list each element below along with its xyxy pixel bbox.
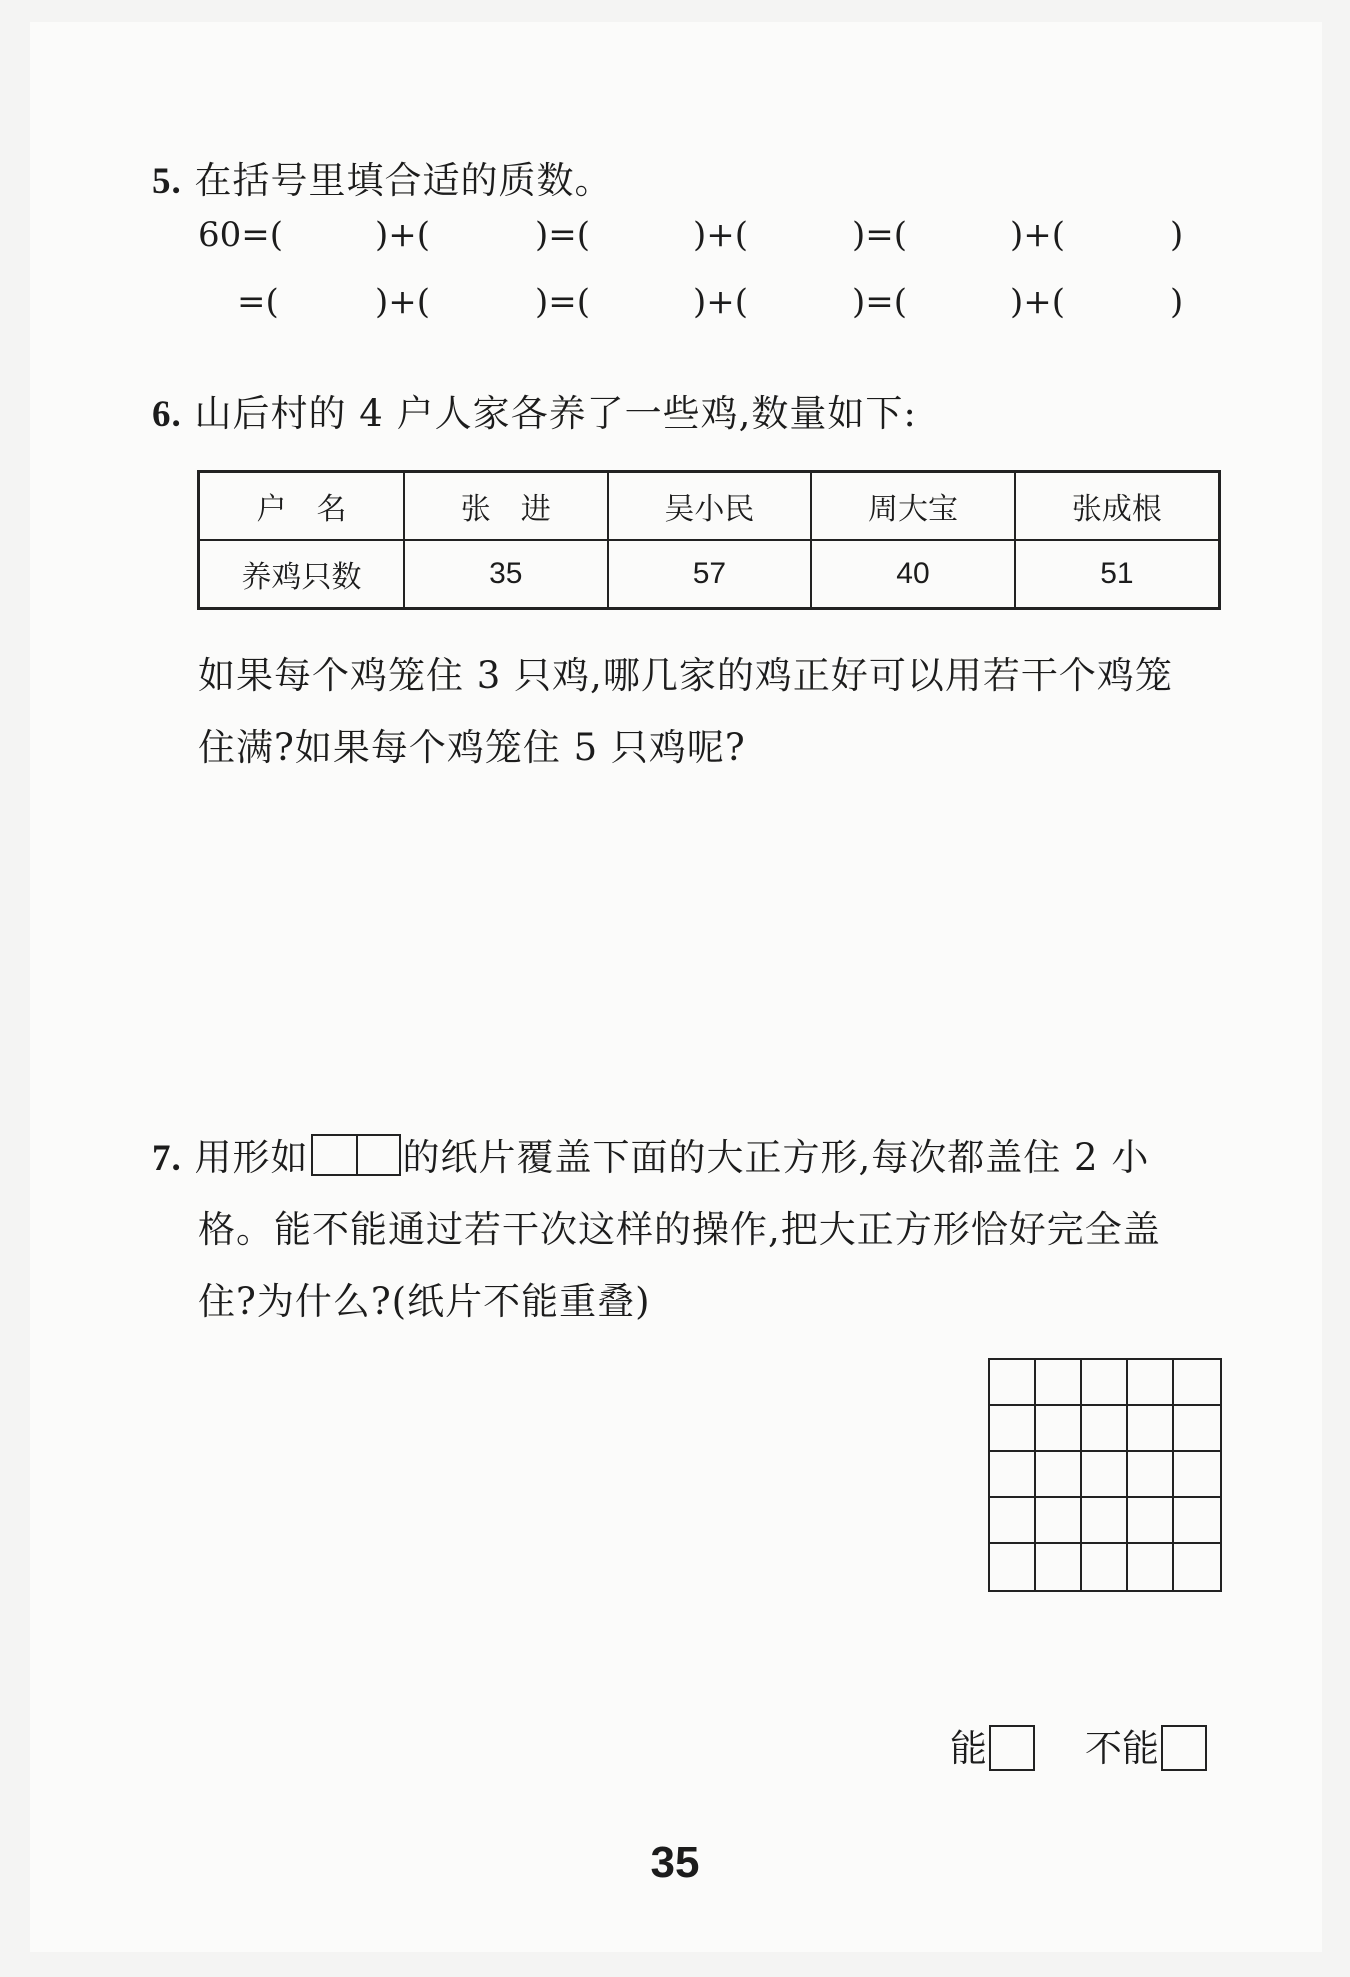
page: [30, 22, 1322, 1952]
answer-yes-label: 能: [950, 1727, 987, 1770]
q6-heading: [152, 383, 917, 437]
q5-r1-part-3: )+(: [693, 215, 749, 255]
table-cell: 35: [404, 540, 608, 609]
chicken-count-table: [197, 470, 1221, 610]
q7-line-2: 格。能不能通过若干次这样的操作,把大正方形恰好完全盖: [198, 1208, 1161, 1251]
big-square-grid: [988, 1358, 1222, 1592]
q6-question-line-1: 如果每个鸡笼住 3 只鸡,哪几家的鸡正好可以用若干个鸡笼: [198, 654, 1173, 697]
answer-no: [1085, 1718, 1207, 1772]
q6-number: 6.: [152, 394, 182, 435]
table-cell: 57: [608, 540, 812, 609]
q5-r2-part-0: =(: [237, 282, 279, 322]
q5-r1-part-5: )+(: [1010, 215, 1066, 255]
table-header-cell: 张 进: [404, 472, 608, 541]
answer-no-checkbox[interactable]: [1161, 1725, 1207, 1771]
table-cell: 40: [811, 540, 1015, 609]
domino-piece-icon: [311, 1134, 401, 1176]
q5-r2-part-2: )=(: [535, 282, 591, 322]
answer-yes-checkbox[interactable]: [989, 1725, 1035, 1771]
q5-r2-part-6: ): [1170, 282, 1184, 322]
q6-question-line-2: 住满?如果每个鸡笼住 5 只鸡呢?: [198, 726, 746, 769]
table-row-label: 养鸡只数: [199, 540, 405, 609]
answer-no-label: 不能: [1085, 1727, 1159, 1770]
q7-text-after: 的纸片覆盖下面的大正方形,每次都盖住 2 小: [402, 1136, 1150, 1179]
q7-line-3: 住?为什么?(纸片不能重叠): [198, 1280, 651, 1323]
q5-text: 在括号里填合适的质数。: [194, 159, 613, 202]
q6-text: 山后村的 4 户人家各养了一些鸡,数量如下:: [194, 392, 917, 435]
q5-r1-part-2: )=(: [535, 215, 591, 255]
q5-r1-part-1: )+(: [375, 215, 431, 255]
q5-r1-part-0: 60=(: [198, 215, 284, 255]
table-header-cell: 周大宝: [811, 472, 1015, 541]
table-cell: 51: [1015, 540, 1220, 609]
q5-r2-part-1: )+(: [375, 282, 431, 322]
table-header-cell: 张成根: [1015, 472, 1220, 541]
page-number: 35: [650, 1838, 700, 1887]
q5-r2-part-3: )+(: [693, 282, 749, 322]
table-header-row: [199, 472, 1220, 541]
q5-r1-part-6: ): [1170, 215, 1184, 255]
q7-line-1: [152, 1127, 1149, 1181]
q5-number: 5.: [152, 161, 182, 202]
table-row: [199, 540, 1220, 609]
q7-text-before: 用形如: [194, 1136, 309, 1179]
q5-heading: [152, 150, 613, 204]
q5-r2-part-4: )=(: [852, 282, 908, 322]
table-header-cell: 户 名: [199, 472, 405, 541]
table-header-cell: 吴小民: [608, 472, 812, 541]
answer-yes: [950, 1718, 1035, 1772]
q7-number: 7.: [152, 1138, 182, 1179]
q5-r2-part-5: )+(: [1010, 282, 1066, 322]
q5-r1-part-4: )=(: [852, 215, 908, 255]
